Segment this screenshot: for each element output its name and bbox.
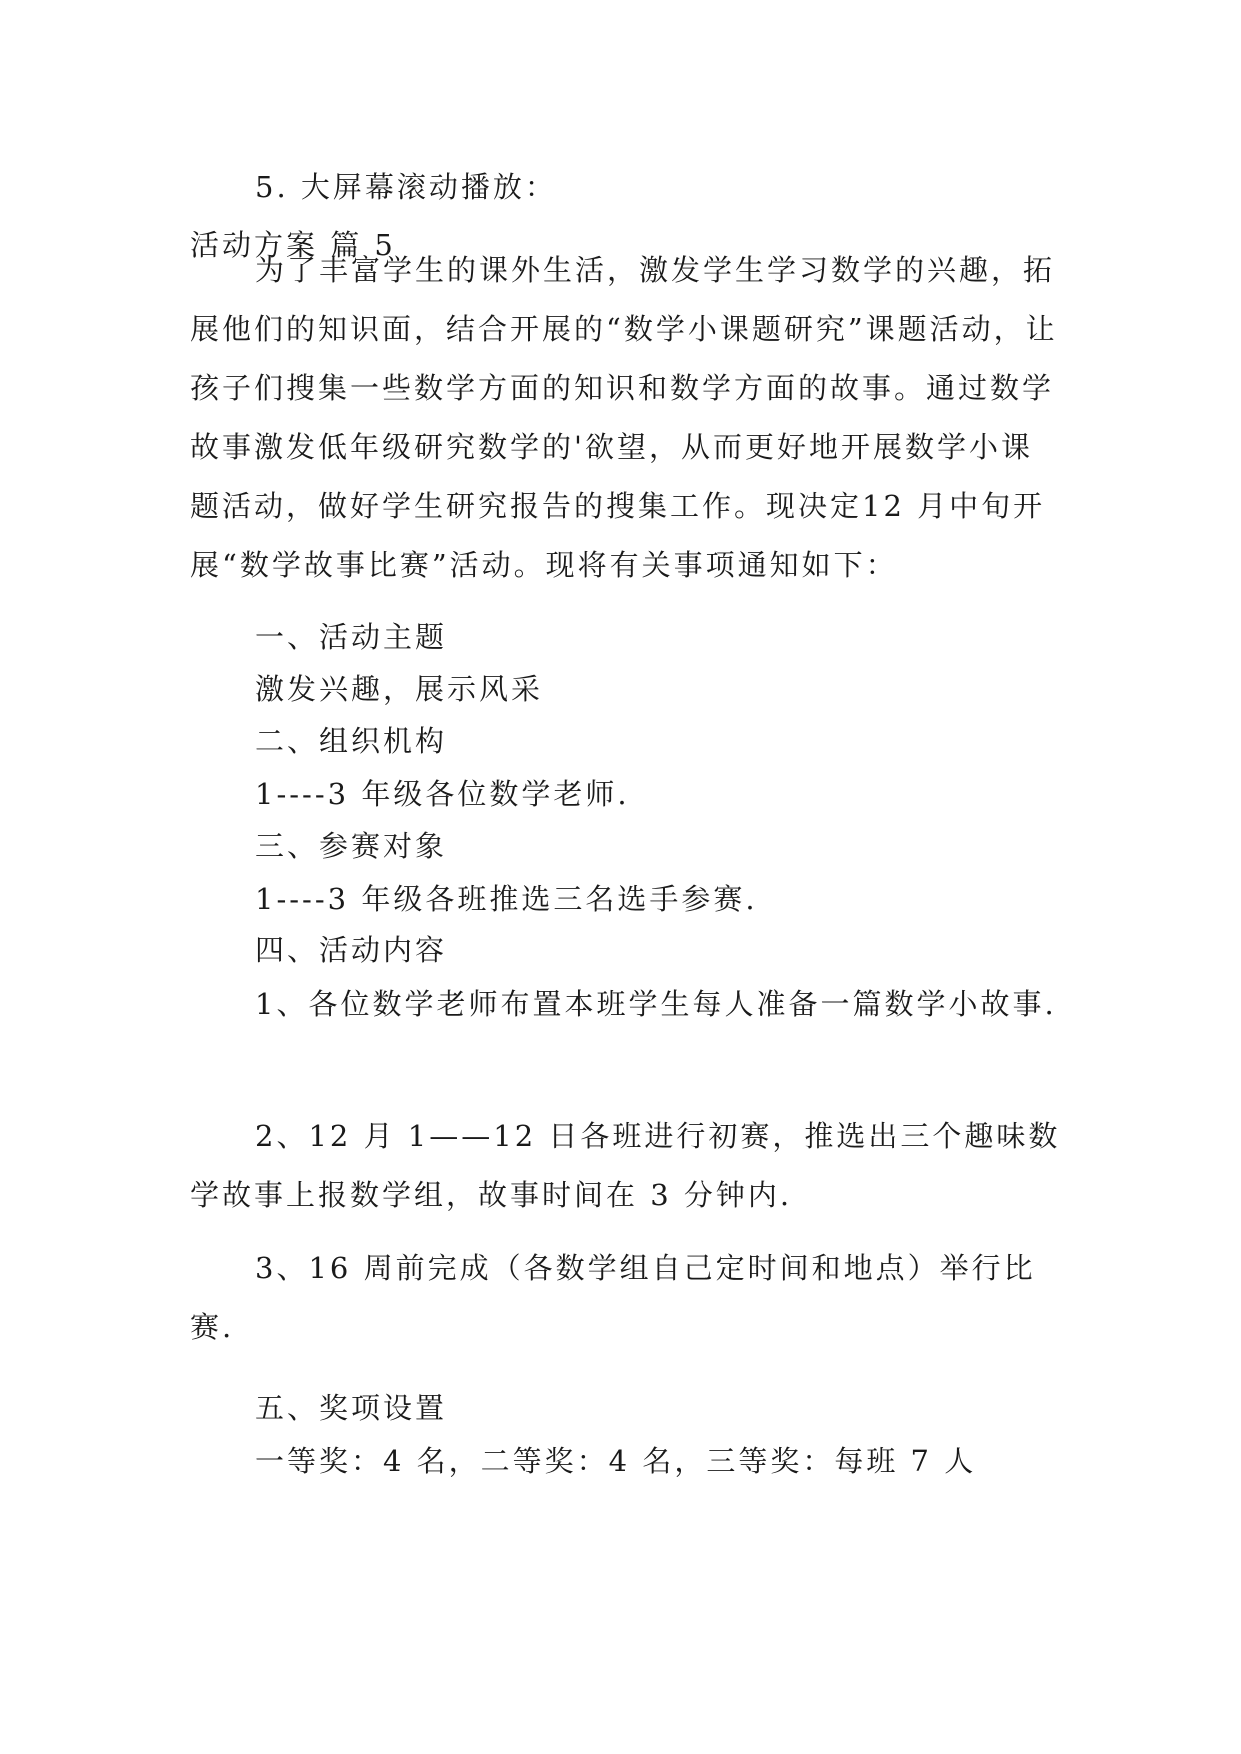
awards-text: 一等奖：4 名，二等奖：4 名，三等奖：每班 7 人	[255, 1444, 977, 1478]
theme-text: 激发兴趣，展示风采	[255, 672, 544, 706]
content-item-2: 2、12 月 1——12 日各班进行初赛，推选出三个趣味数学故事上报数学组，故事时间在 3 分钟内.	[190, 1119, 1061, 1212]
heading-participants: 三、参赛对象	[255, 829, 448, 863]
content-item-3: 3、16 周前完成（各数学组自己定时间和地点）举行比赛.	[190, 1251, 1036, 1344]
participants-text: 1----3 年级各班推选三名选手参赛.	[255, 882, 758, 916]
heading-organization: 二、组织机构	[255, 724, 448, 758]
heading-awards: 五、奖项设置	[255, 1391, 448, 1425]
heading-activity-theme: 一、活动主题	[255, 620, 448, 654]
heading-activity-content: 四、活动内容	[255, 933, 448, 967]
list-item-5: 5. 大屏幕滚动播放：	[255, 170, 557, 204]
content-item-1: 1、各位数学老师布置本班学生每人准备一篇数学小故事.	[255, 987, 1057, 1021]
intro-paragraph: 为了丰富学生的课外生活，激发学生学习数学的兴趣，拓展他们的知识面，结合开展的“数学小课题研究”课题活动，让孩子们搜集一些数学方面的知识和数学方面的故事。通过数学故事激发低年级研究数学的'欲望，从而更好地开展数学小课题活动，做好学生研究报告的搜集工作。现决定12 月中旬开展“数学故事比赛”活动。现将有关事项通知如下：	[190, 253, 1058, 582]
section-title: 活动方案 篇 5	[190, 228, 396, 262]
organization-text: 1----3 年级各位数学老师.	[255, 777, 630, 811]
